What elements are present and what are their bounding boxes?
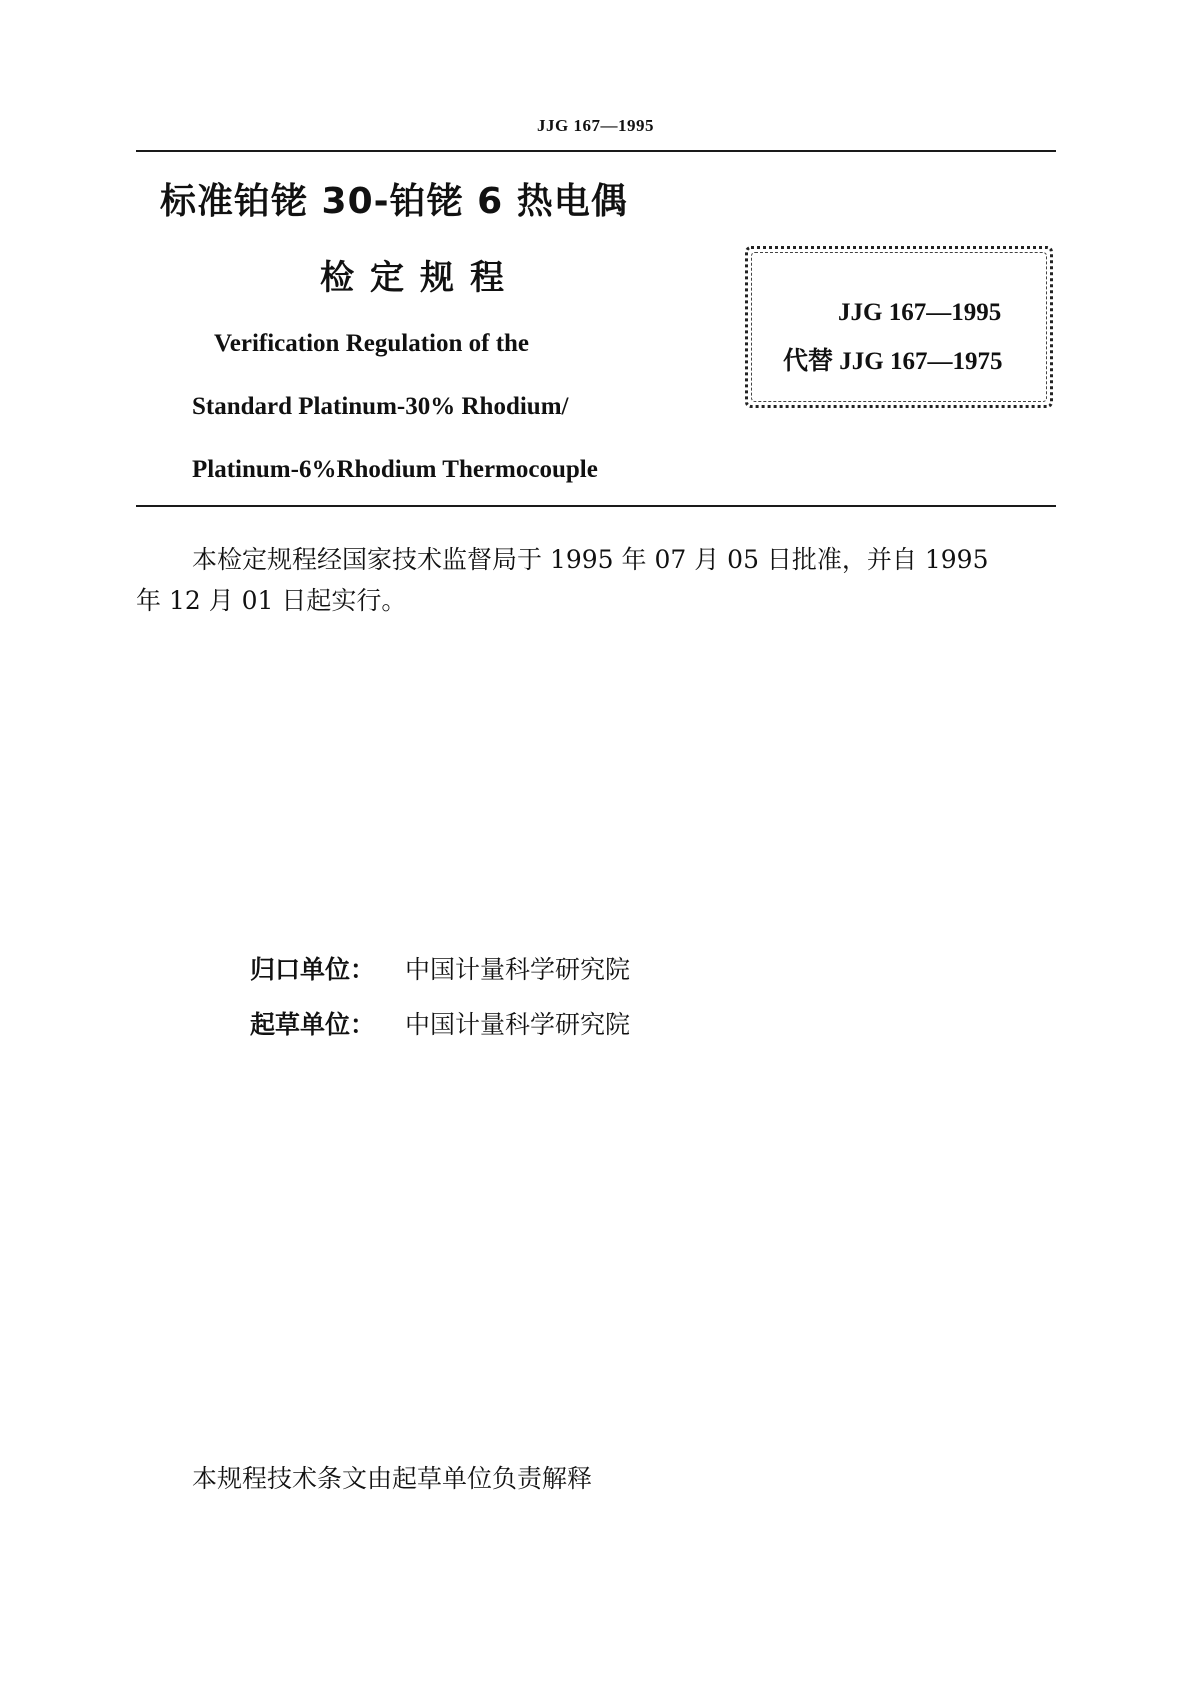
approval-line-2: 年 12 月 01 日起实行。 [136, 586, 407, 615]
title-bottom-rule [136, 505, 1056, 507]
responsible-unit-value: 中国计量科学研究院 [405, 955, 631, 984]
replaces-code: 代替 JJG 167—1975 [783, 348, 1003, 375]
drafting-unit-label: 起草单位： [250, 1010, 376, 1039]
top-rule [136, 150, 1056, 152]
english-title-line-1: Verification Regulation of the [214, 330, 530, 357]
english-title-line-3: Platinum-6%Rhodium Thermocouple [192, 456, 598, 483]
interpretation-note: 本规程技术条文由起草单位负责解释 [192, 1464, 593, 1493]
drafting-unit-value: 中国计量科学研究院 [405, 1010, 631, 1039]
approval-line-1: 本检定规程经国家技术监督局于 1995 年 07 月 05 日批准，并自 1995 [192, 545, 989, 574]
standard-code: JJG 167—1995 [838, 299, 1002, 326]
header-document-code: JJG 167—1995 [537, 116, 654, 135]
standard-code-box [745, 246, 1053, 408]
english-title-line-2: Standard Platinum-30% Rhodium/ [192, 393, 569, 420]
responsible-unit-label: 归口单位： [250, 955, 376, 984]
chinese-title: 标准铂铑 30-铂铑 6 热电偶 [160, 181, 628, 222]
chinese-subtitle: 检定规程 [320, 258, 520, 298]
code-box-inner-border [751, 252, 1047, 402]
